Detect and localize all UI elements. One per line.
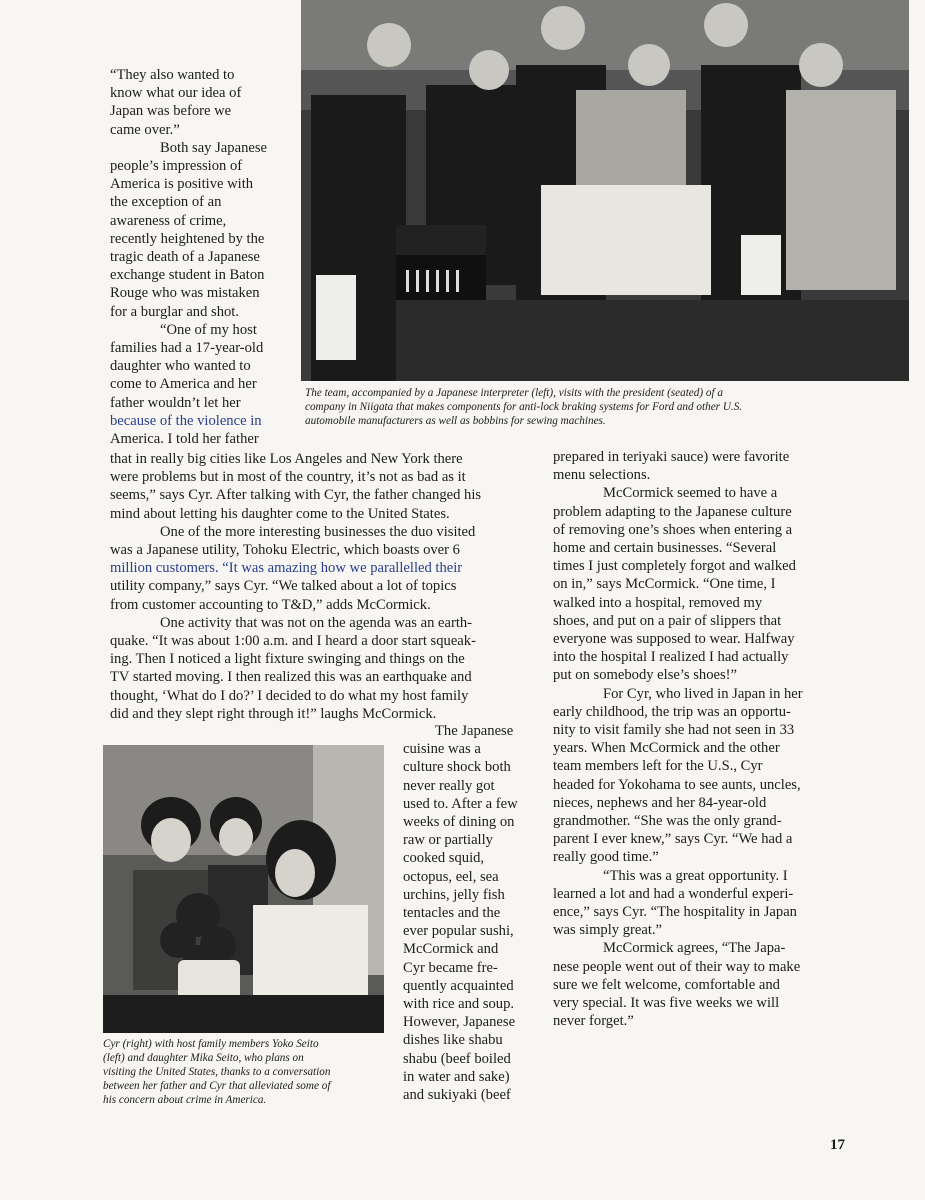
text-line: know what our idea of: [110, 85, 242, 102]
text-line: and sukiyaki (beef: [403, 1087, 511, 1104]
text-line: urchins, jelly fish: [403, 886, 505, 903]
text-line: families had a 17-year-old: [110, 340, 264, 357]
text-line: came over.”: [110, 121, 180, 138]
text-line: years. When McCormick and the other: [553, 740, 780, 757]
caption-line: company in Niigata that makes components for anti-lock braking systems for Ford and other U.S.: [305, 401, 743, 413]
text-line: Cyr became fre-: [403, 959, 498, 976]
text-line: America. I told her father: [110, 431, 259, 448]
page-number: 17: [830, 1137, 845, 1153]
text-line: in water and sake): [403, 1068, 510, 1085]
text-line: menu selections.: [553, 467, 651, 484]
text-line: ence,” says Cyr. “The hospitality in Japan: [553, 904, 797, 921]
text-line: people’s impression of: [110, 158, 243, 175]
article-column-top-left: [110, 66, 300, 448]
text-line: culture shock both: [403, 759, 511, 776]
text-line: TV started moving. I then realized this was an earthquake and: [110, 669, 472, 686]
caption-line: (left) and daughter Mika Seito, who plans on: [103, 1052, 304, 1064]
text-line: parent I ever knew,” says Cyr. “We had a: [553, 831, 793, 848]
text-line: into the hospital I realized I had actually: [553, 649, 789, 666]
text-line: “One of my host: [160, 321, 257, 338]
text-line: the exception of an: [110, 194, 222, 211]
team-photo: [301, 0, 909, 381]
text-line: million customers. “It was amazing how we parallelled their: [110, 560, 463, 577]
caption-line: Cyr (right) with host family members Yoko Seito: [103, 1038, 319, 1050]
text-line: used to. After a few: [403, 795, 518, 812]
article-column-narrow: [403, 722, 553, 1104]
text-line: shabu (beef boiled: [403, 1050, 511, 1067]
text-line: daughter who wanted to: [110, 358, 251, 375]
text-line: really good time.”: [553, 849, 659, 866]
text-line: “They also wanted to: [110, 67, 235, 83]
text-line: problem adapting to the Japanese culture: [553, 503, 792, 520]
text-line: that in really big cities like Los Angeles and New York there: [110, 451, 463, 467]
text-line: ever popular sushi,: [403, 923, 514, 940]
text-line: shoes, and put on a pair of slippers that: [553, 612, 782, 629]
text-line: cuisine was a: [403, 741, 481, 758]
caption-line: visiting the United States, thanks to a conversation: [103, 1066, 331, 1078]
text-line: ing. Then I noticed a light fixture swinging and things on the: [110, 651, 465, 668]
text-line: However, Japanese: [403, 1014, 516, 1031]
text-line: For Cyr, who lived in Japan in her: [603, 685, 803, 702]
caption-line: automobile manufacturers as well as bobbins for sewing machines.: [305, 415, 606, 427]
caption-line: his concern about crime in America.: [103, 1094, 267, 1106]
text-line: utility company,” says Cyr. “We talked about a lot of topics: [110, 578, 457, 595]
team-photo-caption: [305, 386, 905, 428]
text-line: mind about letting his daughter come to the United States.: [110, 505, 450, 522]
text-line: McCormick agrees, “The Japa-: [603, 940, 786, 957]
text-line: team members left for the U.S., Cyr: [553, 758, 763, 775]
text-line: with rice and soup.: [403, 996, 515, 1013]
text-line: never forget.”: [553, 1013, 634, 1030]
text-line: were problems but in most of the country, it’s not as bad as it: [110, 469, 466, 486]
text-line: father wouldn’t let her: [110, 394, 241, 411]
caption-line: The team, accompanied by a Japanese interpreter (left), visits with the president (seated) of a: [305, 387, 723, 399]
text-line: was a Japanese utility, Tohoku Electric, which boasts over 6: [110, 542, 460, 559]
text-line: America is positive with: [110, 176, 254, 193]
team-photo-image: [301, 0, 909, 381]
text-line: tentacles and the: [403, 905, 501, 922]
text-line: seems,” says Cyr. After talking with Cyr, the father changed his: [110, 487, 482, 504]
text-line: learned a lot and had a wonderful experi-: [553, 885, 794, 902]
text-line: grandmother. “She was the only grand-: [553, 813, 782, 830]
text-line: quake. “It was about 1:00 a.m. and I heard a door start squeak-: [110, 633, 476, 650]
article-column-right: [553, 448, 853, 1031]
text-line: was simply great.”: [553, 922, 663, 939]
text-line: prepared in teriyaki sauce) were favorite: [553, 449, 790, 465]
text-line: dishes like shabu: [403, 1032, 503, 1049]
text-line: everyone was supposed to wear. Halfway: [553, 631, 795, 648]
text-line: Rouge who was mistaken: [110, 285, 260, 302]
text-line: from customer accounting to T&D,” adds McCormick.: [110, 596, 431, 613]
text-line: early childhood, the trip was an opportu-: [553, 703, 791, 720]
text-line: on in,” says McCormick. “One time, I: [553, 576, 776, 593]
text-line: McCormick and: [403, 941, 499, 958]
caption-line: between her father and Cyr that alleviated some of: [103, 1080, 331, 1092]
article-column-middle-left: [110, 450, 540, 723]
text-line: weeks of dining on: [403, 814, 515, 831]
text-line: One of the more interesting businesses the duo visited: [160, 523, 476, 540]
text-line: of removing one’s shoes when entering a: [553, 521, 793, 538]
text-line: very special. It was five weeks we will: [553, 995, 780, 1012]
text-line: quently acquainted: [403, 977, 514, 994]
text-line: did and they slept right through it!” laughs McCormick.: [110, 705, 437, 722]
text-line: times I just completely forgot and walked: [553, 558, 796, 575]
host-family-photo-caption: [103, 1037, 393, 1107]
text-line: home and certain businesses. “Several: [553, 540, 777, 557]
text-line: nity to visit family she had not seen in 33: [553, 722, 795, 739]
text-line: cooked squid,: [403, 850, 485, 867]
text-line: The Japanese: [435, 723, 514, 739]
text-line: McCormick seemed to have a: [603, 485, 778, 502]
text-line: nese people went out of their way to make: [553, 958, 801, 975]
text-line: octopus, eel, sea: [403, 868, 499, 885]
text-line: headed for Yokohama to see aunts, uncles,: [553, 776, 801, 793]
text-line: recently heightened by the: [110, 230, 265, 247]
text-line: awareness of crime,: [110, 212, 227, 229]
text-line: come to America and her: [110, 376, 257, 393]
text-line: One activity that was not on the agenda was an earth-: [160, 614, 473, 631]
text-line: for a burglar and shot.: [110, 303, 240, 320]
text-line: Both say Japanese: [160, 139, 267, 156]
host-family-photo-image: [103, 745, 384, 1033]
text-line: sure we felt welcome, comfortable and: [553, 976, 780, 993]
text-line: exchange student in Baton: [110, 267, 265, 284]
text-line: thought, ‘What do I do?’ I decided to do what my host family: [110, 687, 469, 704]
text-line: put on somebody else’s shoes!”: [553, 667, 738, 684]
text-line: walked into a hospital, removed my: [553, 594, 763, 611]
text-line: never really got: [403, 777, 495, 794]
text-line: Japan was before we: [110, 103, 232, 120]
text-line: because of the violence in: [110, 412, 262, 429]
text-line: “This was a great opportunity. I: [603, 867, 788, 884]
text-line: tragic death of a Japanese: [110, 249, 260, 266]
host-family-photo: [103, 745, 384, 1033]
text-line: nieces, nephews and her 84-year-old: [553, 794, 767, 811]
text-line: raw or partially: [403, 832, 493, 849]
